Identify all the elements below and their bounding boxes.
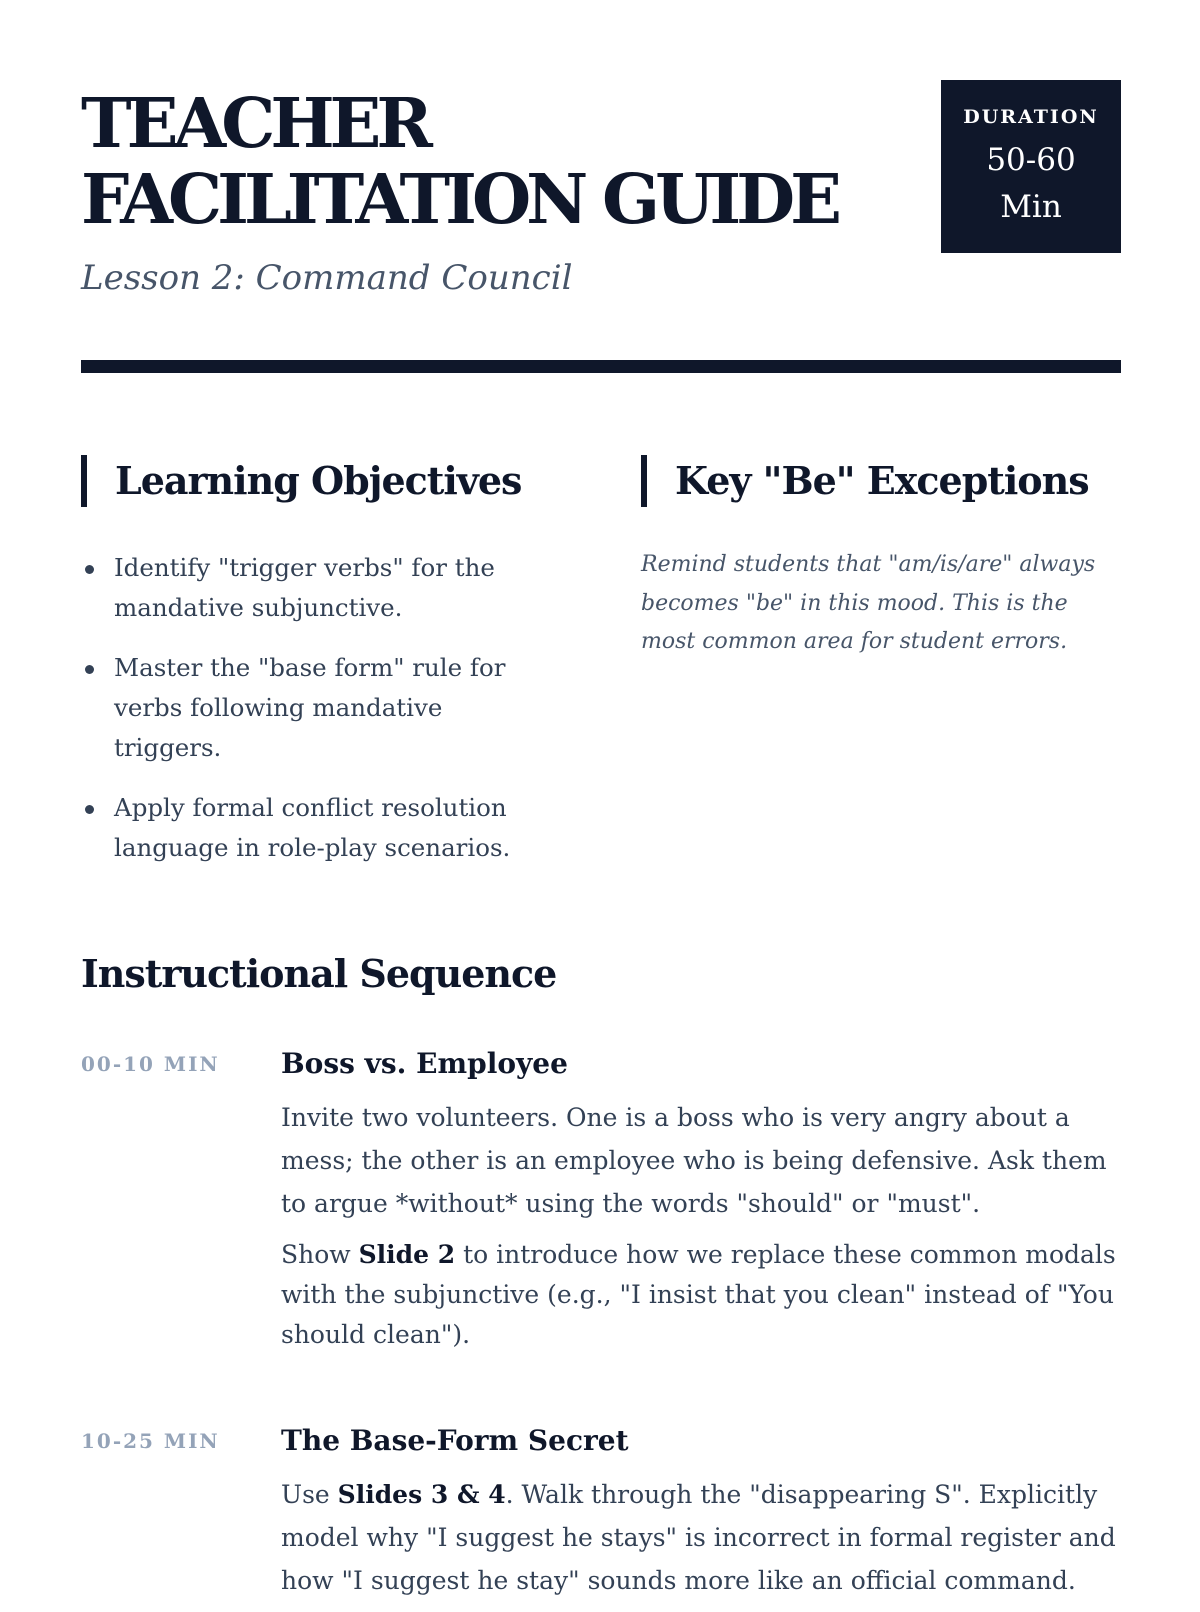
- sequence-heading: Instructional Sequence: [81, 951, 557, 996]
- step-paragraph: Invite two volunteers. One is a boss who is very angry about a mess; the other is an employee who is being defensive. Ask them to argue *without* using the words "should" or "must".: [281, 1103, 1107, 1218]
- duration-label: DURATION: [963, 106, 1099, 128]
- step-paragraph: [281, 1473, 1121, 1602]
- objective-item: Apply formal conflict resolution language in role-play scenarios.: [81, 788, 541, 868]
- header-divider: [81, 360, 1121, 373]
- step-time: 00-10 MIN: [81, 1052, 220, 1076]
- step-text: to introduce how we replace these common modals with the subjunctive (e.g., "I insist that you clean" instead of "You should clean").: [281, 1240, 1116, 1349]
- step-title: The Base-Form Secret: [281, 1424, 629, 1457]
- duration-badge: [941, 80, 1121, 253]
- objectives-heading: Learning Objectives: [81, 455, 521, 507]
- step-time: 10-25 MIN: [81, 1429, 220, 1453]
- title-line-2: FACILITATION GUIDE: [81, 160, 837, 240]
- exceptions-note: Remind students that "am/is/are" always becomes "be" in this mood. This is the most common area for student errors.: [641, 552, 1096, 654]
- sequence-step: [281, 1044, 1121, 1365]
- step-title: Boss vs. Employee: [281, 1047, 568, 1080]
- lesson-subtitle: Lesson 2: Command Council: [81, 258, 573, 298]
- slide-reference: Slides 3 & 4: [337, 1480, 506, 1509]
- objectives-list: [81, 548, 541, 888]
- facilitation-guide-page: [81, 0, 1121, 1600]
- step-text: . Walk through the "disappearing S". Explicitly model why "I suggest he stays" is incorrect in formal register and how "I suggest he stay" sounds more like an official command.: [281, 1480, 1116, 1595]
- page-title: [81, 86, 901, 238]
- objective-item: Master the "base form" rule for verbs following mandative triggers.: [81, 648, 541, 768]
- sequence-step: [281, 1421, 1121, 1612]
- step-text: Use: [281, 1480, 338, 1509]
- objective-item: Identify "trigger verbs" for the mandative subjunctive.: [81, 548, 541, 628]
- step-text: Show: [281, 1240, 359, 1269]
- step-paragraph: [281, 1235, 1121, 1355]
- title-line-1: TEACHER: [81, 84, 428, 164]
- duration-value: 50-60 Min: [986, 142, 1076, 225]
- slide-reference: Slide 2: [358, 1240, 456, 1269]
- exceptions-heading: Key "Be" Exceptions: [641, 455, 1089, 507]
